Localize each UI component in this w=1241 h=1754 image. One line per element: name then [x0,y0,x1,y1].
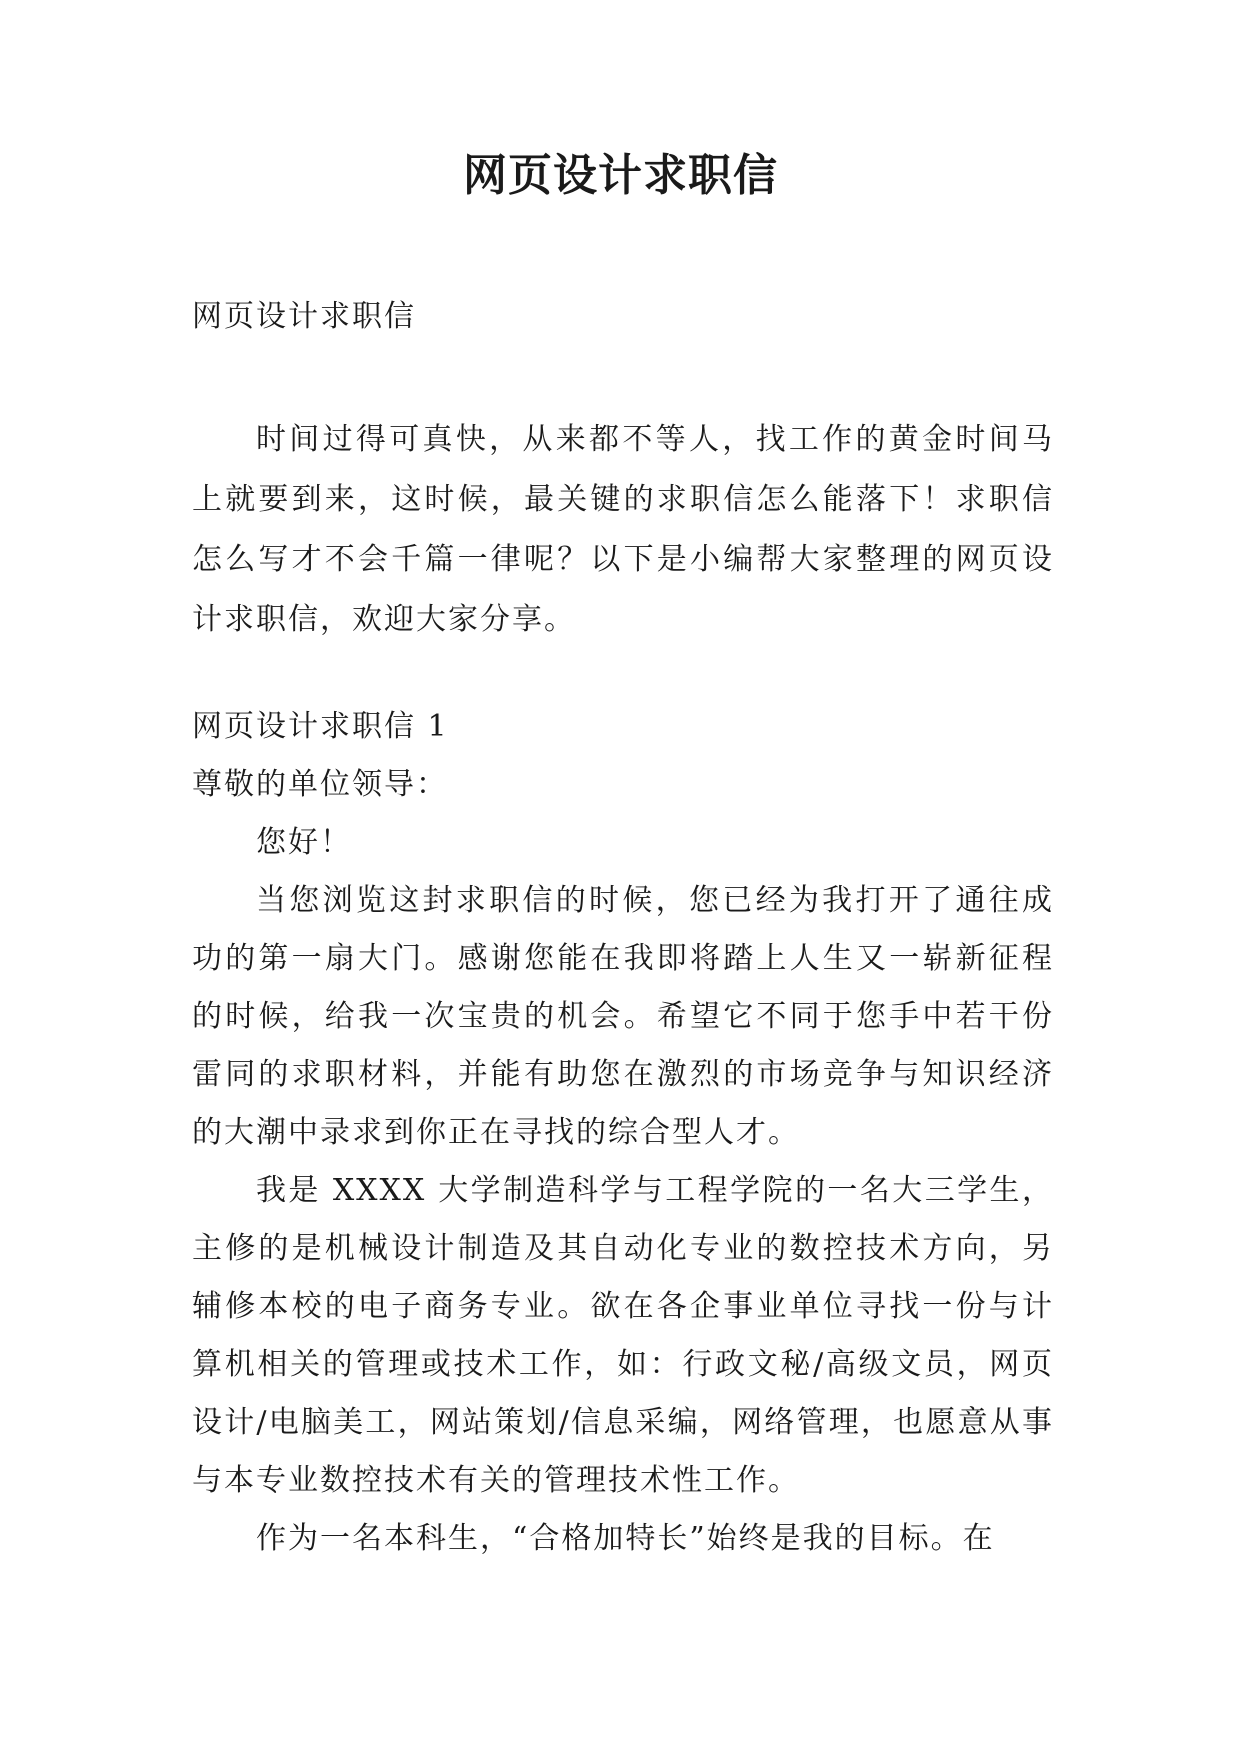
document-title: 网页设计求职信 [463,150,778,201]
document-subtitle: 网页设计求职信 [192,299,416,334]
greeting: 您好！ [256,825,352,860]
letter-block [192,698,1054,1568]
salutation: 尊敬的单位领导： [192,767,448,802]
subtitle-block [192,288,1054,346]
letter-paragraph-1: 当您浏览这封求职信的时候，您已经为我打开了通往成功的第一扇大门。感谢您能在我即将踏上人生又一崭新征程的时候，给我一次宝贵的机会。希望它不同于您手中若干份雷同的求职材料，并能有助您在激烈的市场竞争与知识经济的大潮中录求到你正在寻找的综合型人才。 [192,883,1054,1150]
intro-block [192,410,1054,650]
letter-paragraph-2: 我是 XXXX 大学制造科学与工程学院的一名大三学生，主修的是机械设计制造及其自动化专业的数控技术方向，另辅修本校的电子商务专业。欲在各企事业单位寻找一份与计算机相关的管理或技术工作，如：行政文秘/高级文员，网页设计/电脑美工，网站策划/信息采编，网络管理，也愿意从事与本专业数控技术有关的管理技术性工作。 [192,1173,1054,1498]
intro-paragraph: 时间过得可真快，从来都不等人，找工作的黄金时间马上就要到来，这时候，最关键的求职信怎么能落下！求职信怎么写才不会千篇一律呢？以下是小编帮大家整理的网页设计求职信，欢迎大家分享。 [192,422,1054,637]
letter-heading: 网页设计求职信 1 [192,709,449,744]
letter-paragraph-3: 作为一名本科生，“合格加特长”始终是我的目标。在 [256,1521,995,1556]
